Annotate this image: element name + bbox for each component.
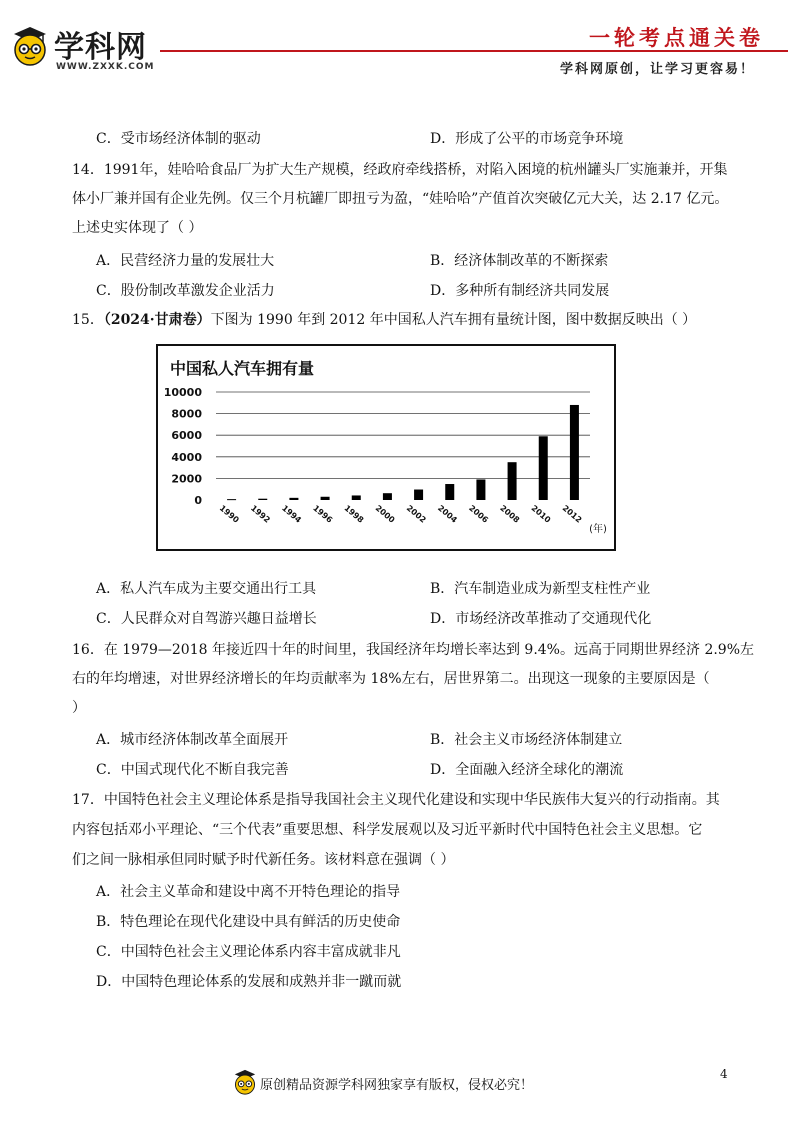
q13-option-c: C．受市场经济体制的驱动 bbox=[96, 131, 261, 147]
q16-option-d: D．全面融入经济全球化的潮流 bbox=[430, 762, 624, 778]
chart-x-tick-label: 1998 bbox=[342, 503, 366, 525]
logo-url: WWW.ZXXK.COM bbox=[56, 62, 155, 72]
header-rule bbox=[160, 50, 788, 52]
banner-title: 一轮考点通关卷 bbox=[589, 25, 764, 50]
chart-x-tick-label: 2012 bbox=[560, 503, 584, 525]
chart-bar-1992 bbox=[258, 499, 267, 500]
q13-option-d: D．形成了公平的市场竞争环境 bbox=[430, 131, 624, 147]
chart-bar-2004 bbox=[445, 484, 454, 500]
q17-option-d: D．中国特色理论体系的发展和成熟并非一蹴而就 bbox=[96, 974, 402, 990]
q15-source: （2024·甘肃卷） bbox=[103, 312, 211, 328]
banner-subtitle: 学科网原创，让学习更容易！ bbox=[560, 62, 756, 77]
q17-option-c: C．中国特色社会主义理论体系内容丰富成就非凡 bbox=[96, 944, 401, 960]
chart-x-tick-label: 2008 bbox=[498, 503, 522, 525]
q16-option-b: B．社会主义市场经济体制建立 bbox=[430, 732, 623, 748]
logo-text: 学科网 bbox=[54, 30, 147, 65]
chart-bar-1994 bbox=[289, 498, 298, 500]
q15-option-d: D．市场经济改革推动了交通现代化 bbox=[430, 611, 652, 627]
chart-x-tick-label: 2002 bbox=[404, 503, 428, 525]
chart-x-tick-label: 1990 bbox=[217, 503, 241, 525]
q17-stem-line1: 17．中国特色社会主义理论体系是指导我国社会主义现代化建设和实现中华民族伟大复兴的行动指南。其 bbox=[72, 792, 720, 808]
chart-x-tick-label: 1992 bbox=[248, 503, 272, 525]
chart-bar-2008 bbox=[508, 462, 517, 500]
q17-stem-line3: 们之间一脉相承但同时赋予时代新任务。该材料意在强调（ ） bbox=[72, 852, 455, 868]
chart-y-tick-label: 2000 bbox=[171, 472, 202, 486]
q15-number: 15． bbox=[72, 312, 104, 328]
chart-bar-2012 bbox=[570, 405, 579, 500]
q17-option-a: A．社会主义革命和建设中离不开特色理论的指导 bbox=[96, 884, 401, 900]
chart-bar-2000 bbox=[383, 493, 392, 500]
chart-x-tick-label: 2010 bbox=[529, 503, 553, 525]
chart-y-tick-label: 10000 bbox=[163, 386, 202, 399]
q14-option-a: A．民营经济力量的发展壮大 bbox=[96, 253, 275, 269]
page-number: 4 bbox=[720, 1067, 728, 1081]
q14-option-c: C．股份制改革激发企业活力 bbox=[96, 283, 275, 299]
chart-bar-1990 bbox=[227, 499, 236, 500]
chart-title: 中国私人汽车拥有量 bbox=[170, 359, 315, 378]
chart-bar-1998 bbox=[352, 495, 361, 500]
q15-stem-text: 下图为 1990 年到 2012 年中国私人汽车拥有量统计图，图中数据反映出（ ） bbox=[210, 312, 697, 328]
chart-y-tick-label: 6000 bbox=[171, 429, 202, 443]
chart-y-tick-label: 8000 bbox=[171, 407, 202, 421]
chart-x-tick-label: 1994 bbox=[280, 503, 303, 525]
chart-x-tick-label: 2000 bbox=[373, 503, 397, 525]
footer-mascot-icon bbox=[232, 1068, 258, 1096]
chart-frame bbox=[156, 344, 616, 551]
header bbox=[0, 0, 800, 85]
logo-mascot-icon bbox=[10, 24, 50, 68]
q14-option-d: D．多种所有制经济共同发展 bbox=[430, 283, 610, 299]
chart-x-tick-label: 2006 bbox=[467, 503, 490, 525]
q16-option-a: A．城市经济体制改革全面展开 bbox=[96, 732, 289, 748]
chart-y-tick-label: 0 bbox=[194, 494, 202, 507]
chart-x-tick-label: 2004 bbox=[435, 503, 459, 525]
q17-stem-line2: 内容包括邓小平理论、“三个代表”重要思想、科学发展观以及习近平新时代中国特色社会主义思想。它 bbox=[72, 822, 703, 838]
q15-option-a: A．私人汽车成为主要交通出行工具 bbox=[96, 581, 317, 597]
footer-copyright: 原创精品资源学科网独家享有版权，侵权必究！ bbox=[260, 1078, 534, 1093]
q14-option-b: B．经济体制改革的不断探索 bbox=[430, 253, 609, 269]
q14-stem-line1: 14．1991年，娃哈哈食品厂为扩大生产规模，经政府牵线搭桥，对陷入困境的杭州罐头厂实施兼并，开集 bbox=[72, 162, 728, 178]
q15-stem bbox=[72, 310, 696, 330]
q16-stem-line1: 16．在 1979—2018 年接近四十年的时间里，我国经济年均增长率达到 9.4%。远高于同期世界经济 2.9%左 bbox=[72, 642, 755, 658]
chart-bar-1996 bbox=[321, 497, 330, 500]
q17-option-b: B．特色理论在现代化建设中具有鲜活的历史使命 bbox=[96, 914, 401, 930]
bar-chart bbox=[158, 346, 614, 549]
chart-y-tick-label: 4000 bbox=[171, 450, 202, 464]
q15-option-c: C．人民群众对自驾游兴趣日益增长 bbox=[96, 611, 317, 627]
chart-x-tick-label: 1996 bbox=[311, 503, 335, 525]
q15-option-b: B．汽车制造业成为新型支柱性产业 bbox=[430, 581, 651, 597]
chart-bar-2010 bbox=[539, 436, 548, 500]
q16-stem-line2: 右的年均增速，对世界经济增长的年均贡献率为 18%左右，居世界第二。出现这一现象的主要原因是（ bbox=[72, 671, 710, 687]
q16-stem-line3: ） bbox=[72, 700, 86, 716]
chart-bar-2006 bbox=[476, 479, 485, 500]
chart-x-axis-label: (年) bbox=[589, 524, 607, 535]
q16-option-c: C．中国式现代化不断自我完善 bbox=[96, 762, 289, 778]
chart-bar-2002 bbox=[414, 490, 423, 500]
q14-stem-line3: 上述史实体现了（ ） bbox=[72, 220, 203, 236]
q14-stem-line2: 体小厂兼并国有企业先例。仅三个月杭罐厂即扭亏为盈，“娃哈哈”产值首次突破亿元大关，达 2.17 亿元。 bbox=[72, 191, 729, 207]
